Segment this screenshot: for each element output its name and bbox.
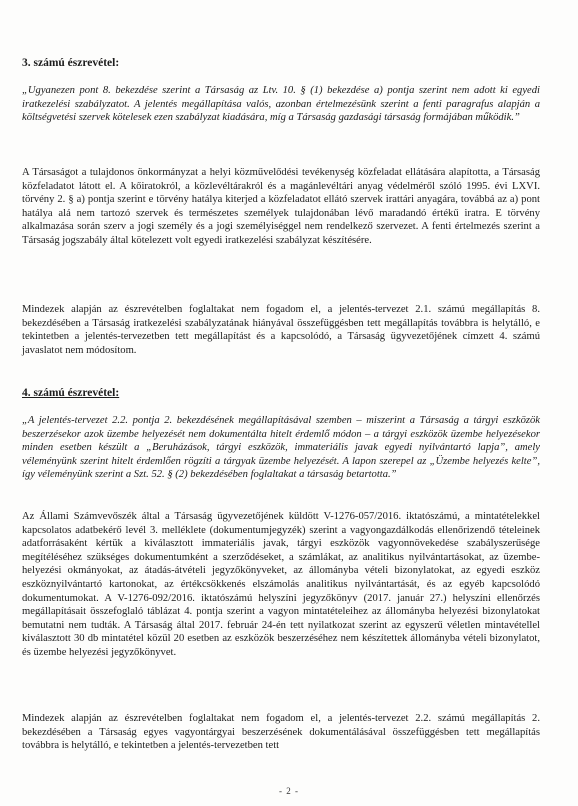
section-4-quote: „A jelentés-tervezet 2.2. pontja 2. bekezdésének megállapításával szemben – miszerint a Társaság a tárgyi eszközök beszerzésekor azok üzembe helyezését nem dokumentálta hitelt érdemlő módon – a tárgyi eszközök üzembe helyezésekor minden esetben készült a „Beruházások, tárgyi eszközök, immateriális javak egyedi nyilvántartó lapja”, amely véleményünk szerint hitelt érdemlően rögzíti a tárgyak üzembe helyezését. A lapon szerepel az „Üzembe helyezés kelte”, így véleményünk szerint a Szt. 52. § (2) bekezdésében foglaltakat a társaság betartotta.” xyxy=(22,415,540,481)
section-3-quote: „Ugyanezen pont 8. bekezdése szerint a Társaság az Ltv. 10. § (1) bekezdése a) pontja szerint nem adott ki egyedi iratkezelési szabályzatot. A jelentés megállapítása valós, azonban értelmezésünk szerint a fenti paragrafus alapján a költségvetési szervek kötelesek ezen szabályzat kiadására, míg a Társaság gazdasági társaság formájában működik.” xyxy=(22,85,540,124)
section-3-paragraph-1: A Társaságot a tulajdonos önkormányzat a helyi közművelődési tevékenység közfeladat ellátására alapította, a Társaság közfeladatot látott el. A kőiratokról, a közlevéltárakról és a magánlevéltári anyag védelméről szóló 1995. évi LXVI. törvény 2. § a) pontja szerint e törvény hatálya kiterjed a közfeladatot ellátó szervek irattári anyagára, továbbá az a) pont hatálya alá nem tartozó szervek és természetes személyek tulajdonában lévő maradandó értékű iratra. E törvény alkalmazása során szerv a jogi személy és a jogi személyiséggel nem rendelkező szervezet. A fenti értelmezés szerint a Társaság jogszabály által kötelezett volt egyedi iratkezelési szabályzat készítésére. xyxy=(22,167,540,246)
section-4-paragraph-2: Mindezek alapján az észrevételben foglaltakat nem fogadom el, a jelentés-tervezet 2.2. számú megállapítás 2. bekezdésében a Társaság egyes vagyontárgyai beszerzésének dokumentálásával összefüggésben tett megállapítás továbbra is helytálló, e tekintetben a jelentés-tervezetben tett xyxy=(22,713,540,752)
page-number: - 2 - xyxy=(279,786,299,796)
section-4-paragraph-1: Az Állami Számvevőszék által a Társaság ügyvezetőjének küldött V-1276-057/2016. iktatószámú, a mintatételekkel kapcsolatos adatbekérő levél 3. melléklete (dokumentumjegyzék) szerint a vagyongazdálkodás ellenőrizendő tételeinek adatforrásaként kértük a kiválasztott immateriális javak, tárgyi eszközök vagyonnövekedése szabályszerűsége megítéléséhez szükséges dokumentumként a szerződéseket, a számlákat, az analitikus nyilvántartásokat, az üzembe-helyezési okmányokat, az átadás-átvételi jegyzőkönyveket, az állományba vételi bizonylatokat, az egyedi eszköz eszköznyilvántartó kartonokat, az értékcsökkenés elszámolás analitikus nyilvántartását, és az egyéb kapcsolódó dokumentumokat. A V-1276-092/2016. iktatószámú helyszíni jegyzőkönyv (2017. január 27.) helyszíni ellenőrzés megállapításait összefoglaló táblázat 4. pontja szerint a vagyon mintatételeihez az állományba helyezési bizonylatokat bemutatni nem tudták. A Társaság által 2017. február 24-én tett nyilatkozat szerint az egyszerű véletlen mintavétellel kiválasztott 30 db mintatétel közül 20 esetben az eszközök beszerzéséhez nem készítettek állományba vételi bizonylatot, és üzembe helyezési jegyzőkönyvet. xyxy=(22,511,540,658)
section-3-heading: 3. számú észrevétel: xyxy=(22,57,120,69)
section-4-heading: 4. számú észrevétel: xyxy=(22,387,120,399)
section-3-paragraph-2: Mindezek alapján az észrevételben foglaltakat nem fogadom el, a jelentés-tervezet 2.1. számú megállapítás 8. bekezdésében a Társaság iratkezelési szabályzatának hiányával összefüggésben tett megállapítás továbbra is helytálló, e tekintetben a jelentés-tervezetben tett megállapítást és a kapcsolódó, a Társaság ügyvezetőjének címzett 4. számú javaslatot nem módosítom. xyxy=(22,304,540,356)
